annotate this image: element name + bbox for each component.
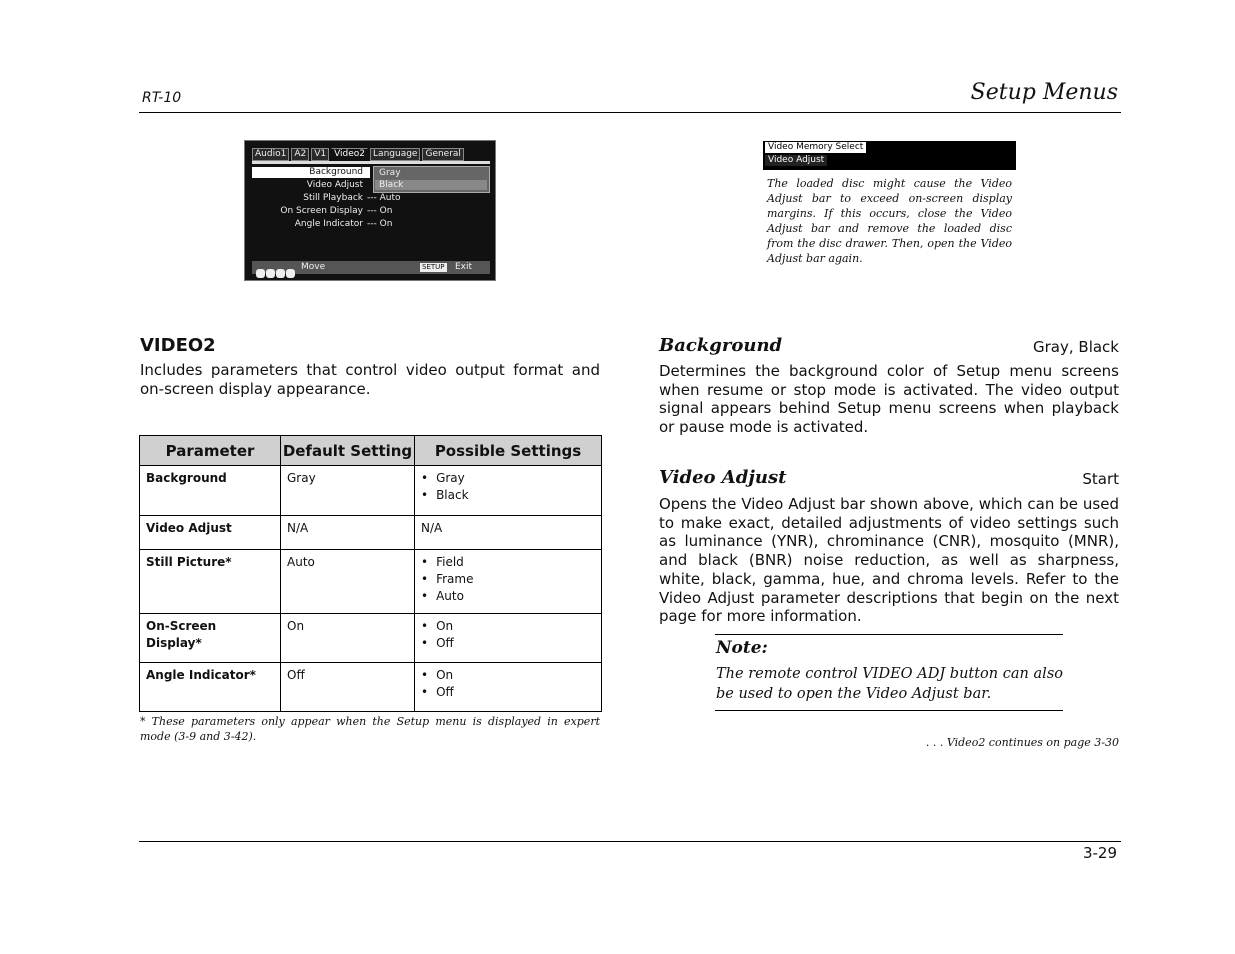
osd-exit-label: Exit	[455, 262, 473, 272]
note-top-rule	[715, 634, 1063, 635]
table-row	[140, 466, 602, 516]
options-cell	[415, 614, 602, 663]
osd-video-memory-select	[763, 141, 1016, 170]
osd-option-gray: Gray	[379, 168, 401, 178]
screenshot-caption: The loaded disc might cause the Video Adjust bar to exceed on-screen display margins. If this occurs, close the Video Adjust bar and remove the loaded disc from the disc drawer. Then, open the Video Adjust bar again.	[767, 177, 1012, 265]
footer-rule	[139, 841, 1121, 842]
option-item: • Black	[421, 487, 595, 504]
osd-tab-underline	[252, 161, 490, 164]
osd-arrow-keys	[256, 263, 296, 282]
osd-tab-video2: Video2	[331, 148, 368, 161]
parameter-cell: Angle Indicator*	[140, 663, 281, 712]
option-item: • On	[421, 667, 595, 684]
osd-value-on-screen-display: --- On	[367, 206, 393, 216]
background-description: Determines the background color of Setup menu screens when resume or stop mode is activated. The video output signal appears behind Setup menu screens when playback or pause mode is activated.	[659, 362, 1119, 437]
osd-row-background: Background	[309, 167, 363, 177]
option-item: • On	[421, 618, 595, 635]
osd-bottom-bar	[252, 261, 490, 274]
section-title: Setup Menus	[970, 80, 1118, 105]
note-bottom-rule	[715, 710, 1063, 711]
osd-tab-a2: A2	[291, 148, 309, 161]
osd-move-label: Move	[301, 262, 326, 272]
parameter-cell: On-Screen Display*	[140, 614, 281, 663]
heading-video-adjust: Video Adjust	[659, 467, 787, 488]
osd-value-angle-indicator: --- On	[367, 219, 393, 229]
heading-background: Background	[659, 335, 783, 356]
table-row	[140, 550, 602, 614]
column-header-possible: Possible Settings	[415, 436, 602, 466]
background-values: Gray, Black	[1033, 338, 1119, 356]
default-cell: Gray	[281, 466, 415, 516]
osd-option-black: Black	[375, 180, 487, 190]
parameter-cell: Still Picture*	[140, 550, 281, 614]
osd-tab-language: Language	[370, 148, 420, 161]
page-number: 3-29	[1082, 844, 1117, 862]
osd-setup-key: SETUP	[422, 263, 445, 271]
option-item: • Auto	[421, 588, 595, 605]
osd-row-video-adjust: Video Adjust	[306, 180, 363, 190]
up-arrow-icon	[276, 269, 285, 278]
osd-value-still-playback: --- Auto	[367, 193, 401, 203]
options-cell	[415, 466, 602, 516]
osd-tab-audio1: Audio1	[252, 148, 289, 161]
options-cell	[415, 663, 602, 712]
osd-tab-v1: V1	[311, 148, 329, 161]
options-cell: N/A	[415, 516, 602, 550]
osd-background-popup	[373, 166, 490, 193]
note-title: Note:	[716, 638, 768, 658]
parameter-cell: Background	[140, 466, 281, 516]
osd-tab-general: General	[422, 148, 463, 161]
continued-note: . . . Video2 continues on page 3-30	[925, 736, 1119, 749]
video-adjust-values: Start	[1082, 470, 1119, 488]
note-text: The remote control VIDEO ADJ button can also be used to open the Video Adjust bar.	[716, 666, 1063, 702]
table-row	[140, 663, 602, 712]
osd-setup-menu	[244, 140, 496, 281]
option-item: • Off	[421, 684, 595, 701]
table-row	[140, 614, 602, 663]
osd-video-memory-tab: Video Memory Select	[765, 142, 866, 153]
left-arrow-icon	[256, 269, 265, 278]
parameters-table	[139, 435, 602, 712]
table-footnote: * These parameters only appear when the Setup menu is displayed in expert mode (3-9 and 3-42).	[140, 715, 600, 743]
header-rule	[139, 112, 1121, 113]
osd-row-on-screen-display: On Screen Display	[280, 206, 363, 216]
option-item: • Frame	[421, 571, 595, 588]
osd-row-still-playback: Still Playback	[303, 193, 363, 203]
option-item: • Field	[421, 554, 595, 571]
option-item: • Gray	[421, 470, 595, 487]
down-arrow-icon	[286, 269, 295, 278]
column-header-default: Default Setting	[281, 436, 415, 466]
video-adjust-description: Opens the Video Adjust bar shown above, which can be used to make exact, detailed adjustments of video settings such as luminance (YNR), chrominance (CNR), mosquito (MNR), and black (BNR) noise reduction, as well as sharpness, white, black, gamma, hue, and chroma levels. Refer to the Video Adjust parameter descriptions that begin on the next page for more information.	[659, 495, 1119, 626]
default-cell: N/A	[281, 516, 415, 550]
right-arrow-icon	[266, 269, 275, 278]
option-item: • Off	[421, 635, 595, 652]
default-cell: Off	[281, 663, 415, 712]
default-cell: Auto	[281, 550, 415, 614]
options-cell	[415, 550, 602, 614]
section-heading-video2: VIDEO2	[140, 335, 216, 356]
osd-row-angle-indicator: Angle Indicator	[294, 219, 363, 229]
osd-tab-bar	[252, 148, 466, 161]
video2-intro: Includes parameters that control video output format and on-screen display appearance.	[140, 361, 600, 398]
table-row	[140, 516, 602, 550]
column-header-parameter: Parameter	[140, 436, 281, 466]
osd-video-adjust-row: Video Adjust	[765, 155, 827, 166]
model-name: RT-10	[142, 90, 182, 106]
default-cell: On	[281, 614, 415, 663]
table-header-row	[140, 436, 602, 466]
parameter-cell: Video Adjust	[140, 516, 281, 550]
